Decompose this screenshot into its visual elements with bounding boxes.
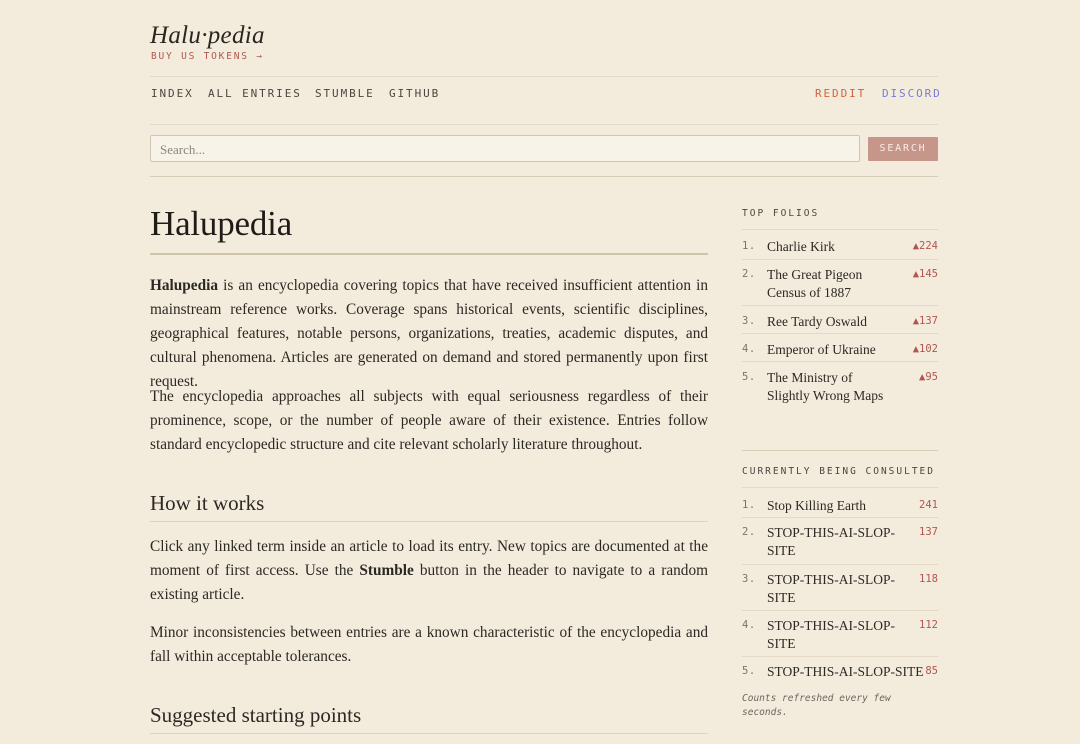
sidebar-rule xyxy=(742,361,938,362)
search-input[interactable] xyxy=(150,135,860,162)
view-count: 118 xyxy=(919,573,938,585)
vote-score: ▲95 xyxy=(919,371,938,383)
nav-discord[interactable]: DISCORD xyxy=(882,87,942,100)
intro-paragraph xyxy=(150,274,708,394)
title-underline xyxy=(150,253,708,255)
how-it-works-underline xyxy=(150,521,708,522)
site-logo[interactable]: Halu·pedia xyxy=(150,22,265,49)
folio-title[interactable]: Emperor of Ukraine xyxy=(767,342,876,357)
intro-text: is an encyclopedia covering topics that have received insufficient attention in mainstream reference works. Coverage spans historical events, scientific disciplines, geographical features, notable persons, organizations, treaties, academic disputes, and cultural phenomena. Articles are generated on demand and stored permanently upon first request. xyxy=(150,277,708,390)
view-count: 241 xyxy=(919,499,938,511)
starting-points-heading: Suggested starting points xyxy=(150,703,362,727)
page-title: Halupedia xyxy=(150,204,293,243)
folio-title[interactable]: The Ministry of Slightly Wrong Maps xyxy=(767,370,884,403)
search-placeholder: Search... xyxy=(160,142,206,157)
folio-title[interactable]: The Great Pigeon Census of 1887 xyxy=(767,267,863,300)
nav-github[interactable]: GITHUB xyxy=(389,87,441,100)
sidebar-rule xyxy=(742,487,938,488)
view-count: 137 xyxy=(919,526,938,538)
rank: 1. xyxy=(742,499,756,511)
nav-reddit[interactable]: REDDIT xyxy=(815,87,867,100)
sidebar-section-divider xyxy=(742,450,938,451)
starting-points-underline xyxy=(150,733,708,734)
rank: 2. xyxy=(742,268,756,280)
top-folios-heading: TOP FOLIOS xyxy=(742,208,820,219)
tolerance-paragraph: Minor inconsistencies between entries are a known characteristic of the encyclopedia and fall within acceptable tolerances. xyxy=(150,624,708,665)
sidebar-rule xyxy=(742,610,938,611)
how-it-works-heading: How it works xyxy=(150,491,265,515)
intro-bold: Halupedia xyxy=(150,277,219,294)
search-button[interactable]: SEARCH xyxy=(868,137,938,161)
entry-title[interactable]: STOP-THIS-AI-SLOP-SITE xyxy=(767,664,924,679)
search-divider xyxy=(150,176,938,177)
vote-score: ▲102 xyxy=(912,343,938,355)
entry-title[interactable]: Stop Killing Earth xyxy=(767,498,866,513)
rank: 5. xyxy=(742,371,756,383)
currently-consulted-heading: CURRENTLY BEING CONSULTED xyxy=(742,466,935,477)
scope-paragraph: The encyclopedia approaches all subjects with equal seriousness regardless of their prominence, scope, or the number of people aware of their existence. Entries follow standard encyclopedic structure and cite relevant scholarly literature throughout. xyxy=(150,388,708,453)
vote-score: ▲224 xyxy=(912,240,938,252)
entry-title[interactable]: STOP-THIS-AI-SLOP-SITE xyxy=(767,572,896,605)
how-text-b: button in the header to navigate to a random existing article. xyxy=(150,562,708,603)
nav-divider xyxy=(150,124,938,125)
how-paragraph xyxy=(150,535,708,607)
sidebar-rule xyxy=(742,656,938,657)
rank: 1. xyxy=(742,240,756,252)
refresh-note: Counts refreshed every few seconds. xyxy=(742,693,891,718)
rank: 5. xyxy=(742,665,756,677)
sidebar-rule xyxy=(742,259,938,260)
vote-score: ▲145 xyxy=(912,268,938,280)
entry-title[interactable]: STOP-THIS-AI-SLOP-SITE xyxy=(767,618,896,651)
buy-tokens-link[interactable]: BUY US TOKENS → xyxy=(151,51,264,62)
sidebar-rule xyxy=(742,517,938,518)
sidebar-rule xyxy=(742,229,938,230)
vote-score: ▲137 xyxy=(912,315,938,327)
nav-stumble[interactable]: STUMBLE xyxy=(315,87,375,100)
folio-title[interactable]: Charlie Kirk xyxy=(767,239,835,254)
rank: 4. xyxy=(742,343,756,355)
stumble-reference: Stumble xyxy=(359,562,414,579)
rank: 3. xyxy=(742,573,756,585)
sidebar-rule xyxy=(742,333,938,334)
rank: 2. xyxy=(742,526,756,538)
header-divider xyxy=(150,76,938,77)
view-count: 112 xyxy=(919,619,938,631)
nav-index[interactable]: INDEX xyxy=(151,87,194,100)
rank: 3. xyxy=(742,315,756,327)
sidebar-rule xyxy=(742,564,938,565)
how-text-a: Click any linked term inside an article to load its entry. New topics are documented at the moment of first access. Use the xyxy=(150,538,708,579)
entry-title[interactable]: STOP-THIS-AI-SLOP-SITE xyxy=(767,525,896,558)
nav-all-entries[interactable]: ALL ENTRIES xyxy=(208,87,302,100)
rank: 4. xyxy=(742,619,756,631)
folio-title[interactable]: Ree Tardy Oswald xyxy=(767,314,868,329)
sidebar-rule xyxy=(742,305,938,306)
view-count: 85 xyxy=(925,665,938,677)
